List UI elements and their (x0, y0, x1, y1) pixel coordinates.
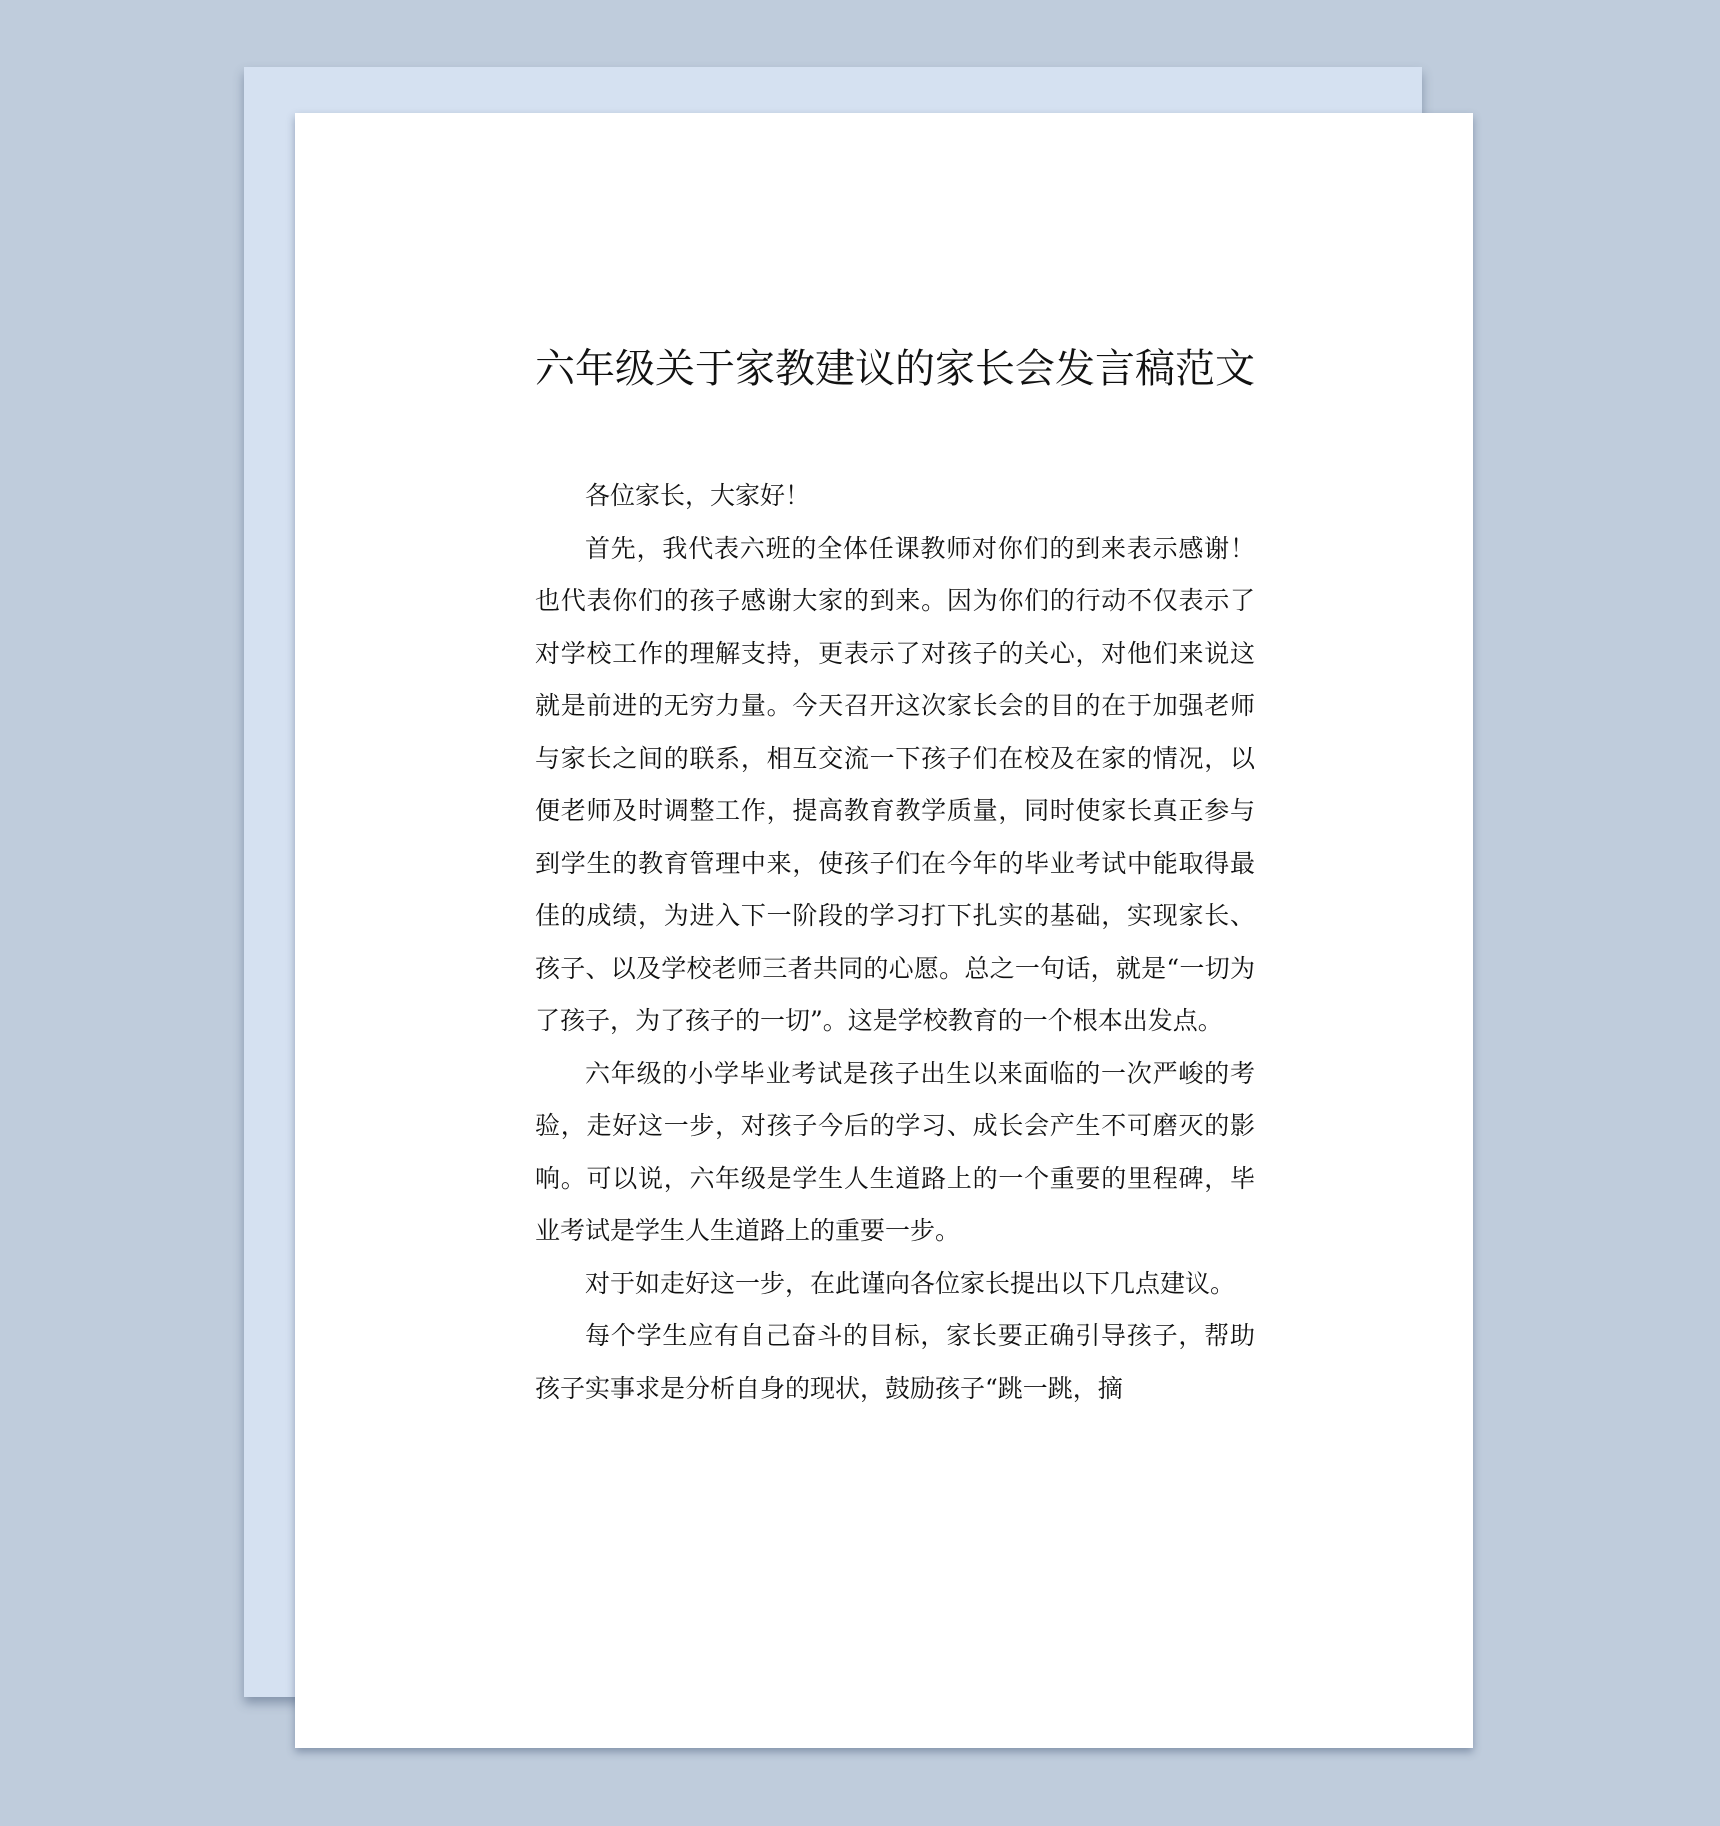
paragraph-grade-six: 六年级的小学毕业考试是孩子出生以来面临的一次严峻的考验，走好这一步，对孩子今后的学习、成长会产生不可磨灭的影响。可以说，六年级是学生人生道路上的一个重要的里程碑，毕业考试是学生人生道路上的重要一步。 (535, 1058, 1255, 1245)
document-title: 六年级关于家教建议的家长会发言稿范文 (535, 346, 1255, 392)
document-page (295, 113, 1473, 1748)
document-body (535, 470, 1255, 1415)
paragraph-suggestions-lead: 对于如走好这一步，在此谨向各位家长提出以下几点建议。 (585, 1268, 1236, 1298)
paragraph-goal: 每个学生应有自己奋斗的目标，家长要正确引导孩子，帮助孩子实事求是分析自身的现状，鼓励孩子“跳一跳，摘 (535, 1321, 1255, 1403)
paragraph-greeting: 各位家长，大家好！ (585, 481, 811, 510)
paragraph-intro: 首先，我代表六班的全体任课教师对你们的到来表示感谢！也代表你们的孩子感谢大家的到来。因为你们的行动不仅表示了对学校工作的理解支持，更表示了对孩子的关心，对他们来说这就是前进的无穷力量。今天召开这次家长会的目的在于加强老师与家长之间的联系，相互交流一下孩子们在校及在家的情况，以便老师及时调整工作，提高教育教学质量，同时使家长真正参与到学生的教育管理中来，使孩子们在今年的毕业考试中能取得最佳的成绩，为进入下一阶段的学习打下扎实的基础，实现家长、孩子、以及学校老师三者共同的心愿。总之一句话，就是“一切为了孩子，为了孩子的一切”。这是学校教育的一个根本出发点。 (535, 533, 1255, 1035)
